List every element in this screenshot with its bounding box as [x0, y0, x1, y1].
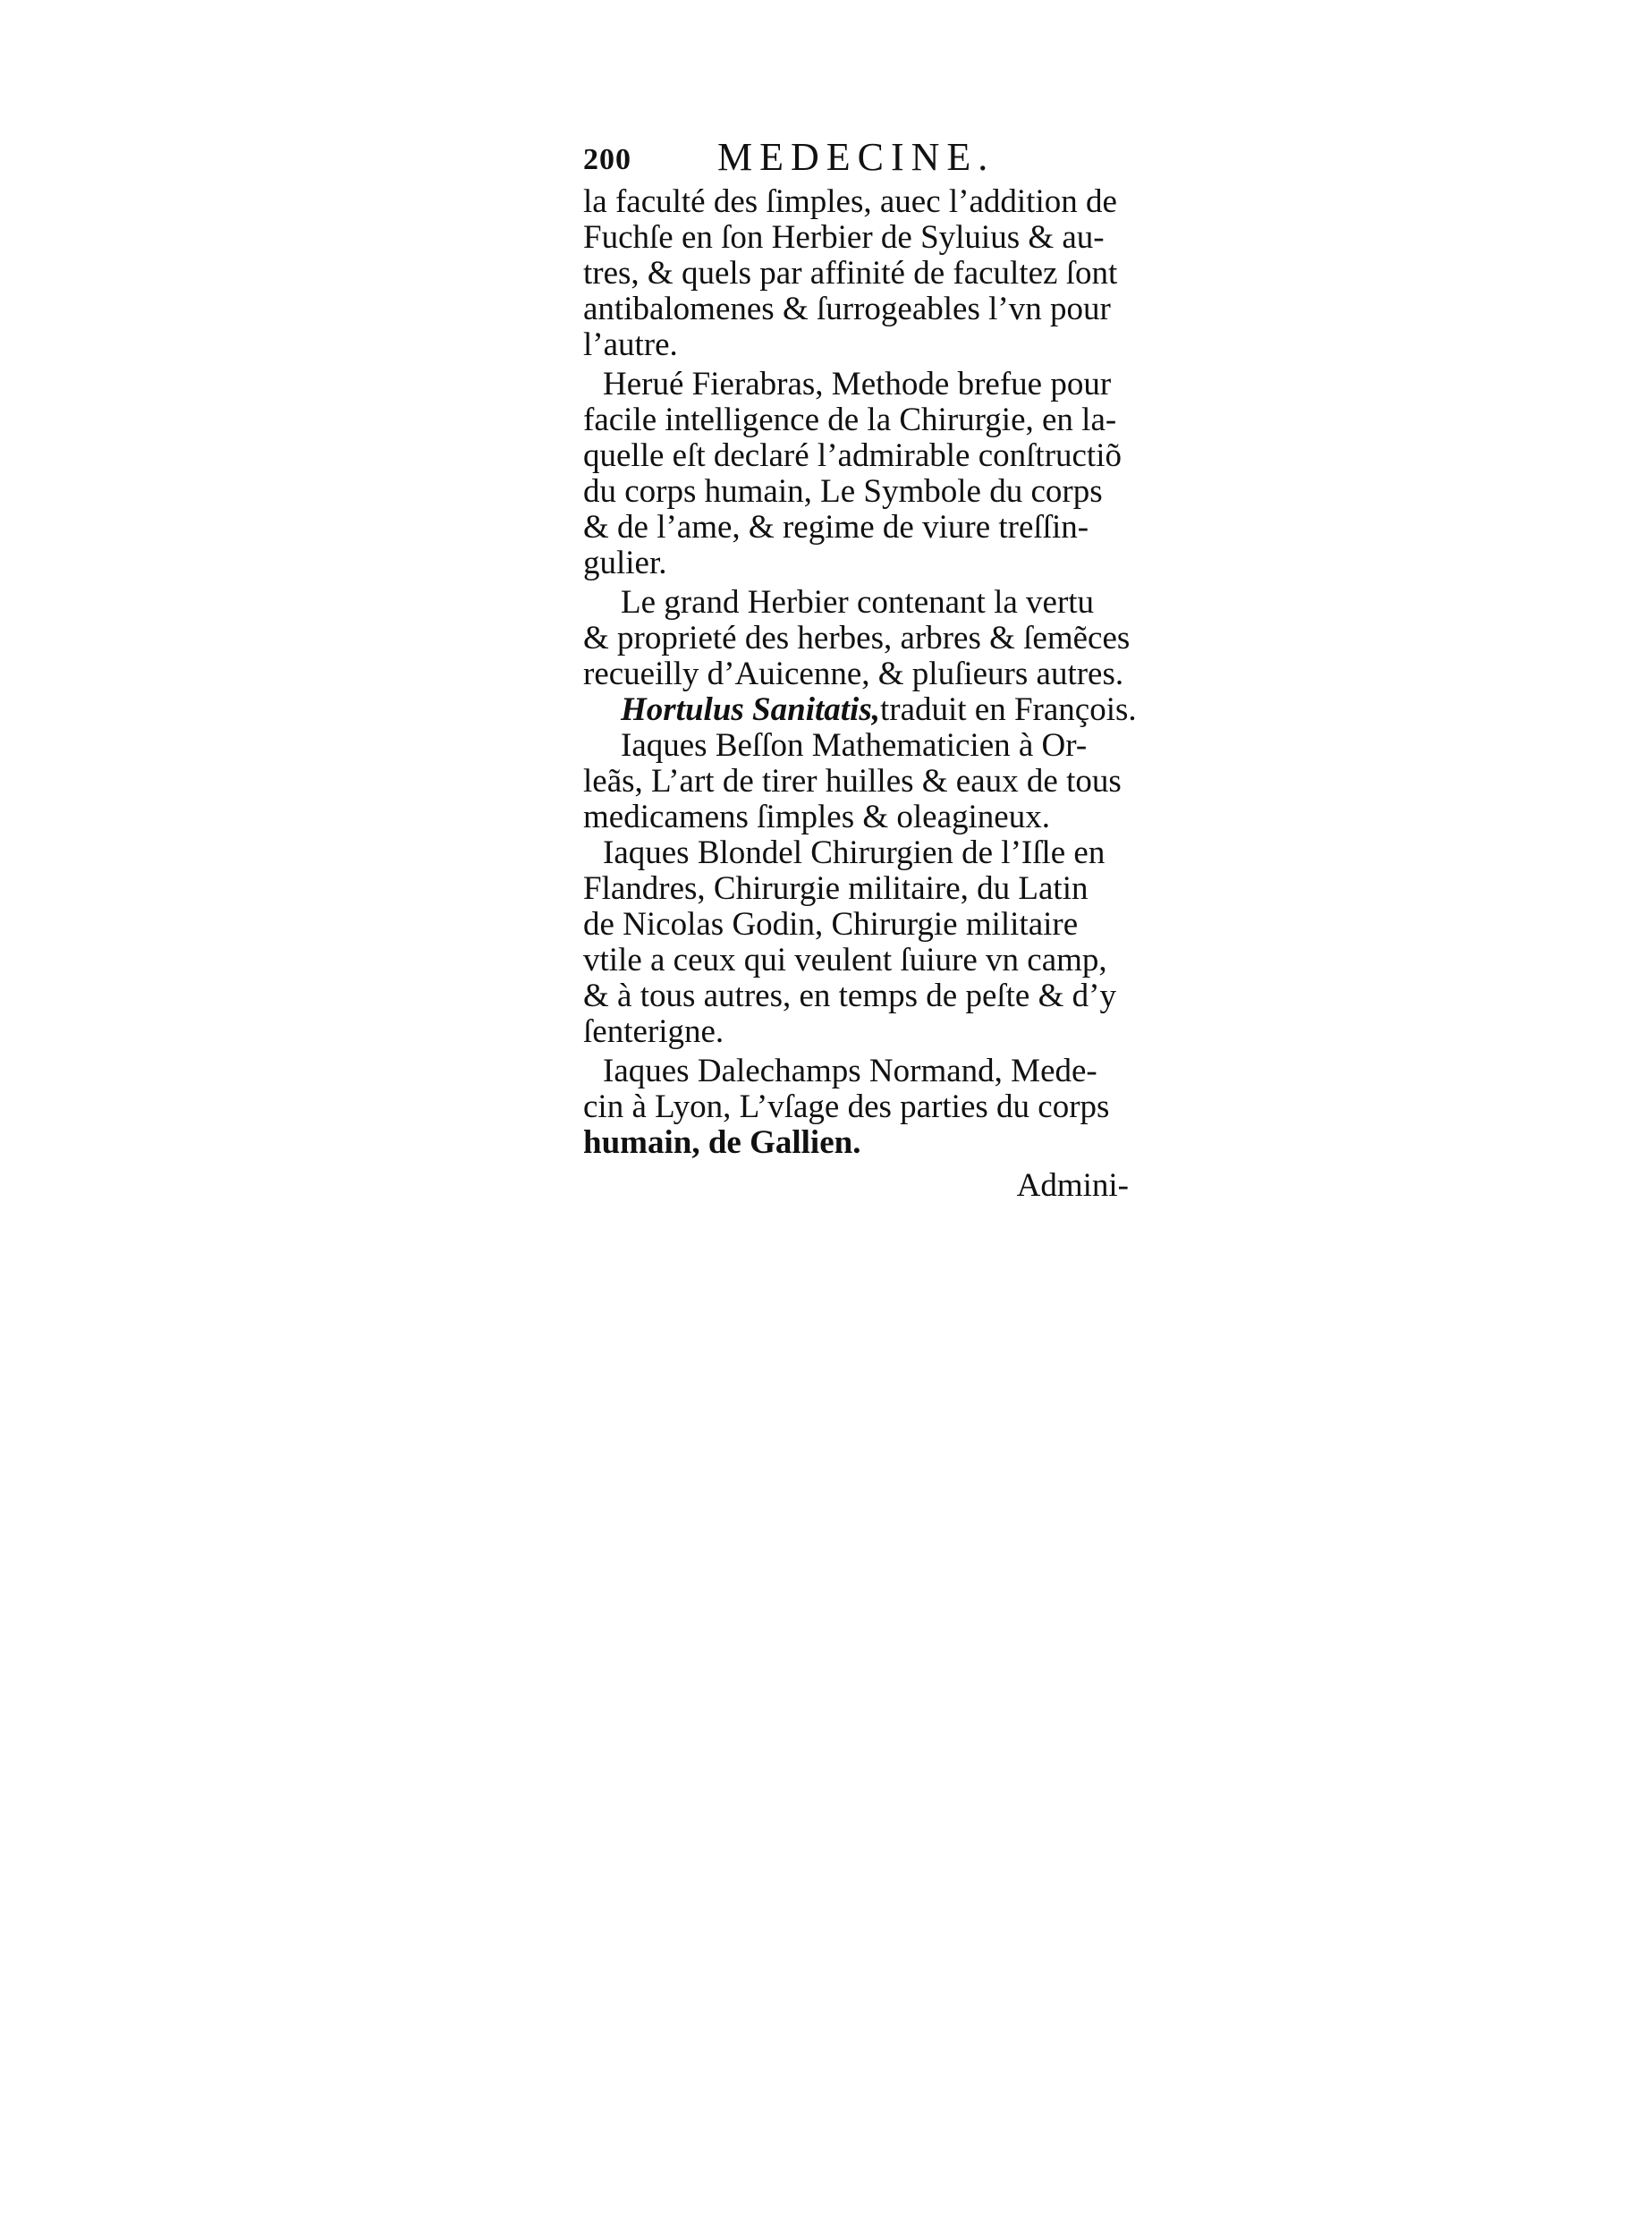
text-line: leãs, L’art de tirer huilles & eaux de tous: [583, 763, 1122, 800]
text-line: ſenterigne.: [583, 1013, 724, 1050]
text-line: & à tous autres, en temps de peſte & d’y: [583, 978, 1116, 1014]
catchword: Admini-: [1016, 1167, 1129, 1204]
text-line: l’autre.: [583, 326, 678, 363]
entry-start-line: Iaques Beſſon Mathematicien à Or-: [621, 727, 1088, 764]
entry-start-line: Herué Fierabras, Methode brefue pour: [603, 366, 1112, 402]
text-line: quelle eſt declaré l’admirable conſtructiõ: [583, 437, 1122, 474]
text-line: de Nicolas Godin, Chirurgie militaire: [583, 906, 1079, 943]
entry-start-line: Le grand Herbier contenant la vertu: [621, 584, 1095, 621]
text-line: antibalomenes & ſurrogeables l’vn pour: [583, 291, 1111, 327]
text-line: recueilly d’Auicenne, & pluſieurs autres.: [583, 656, 1124, 692]
text-line: humain, de Gallien.: [583, 1124, 861, 1161]
text-line: medicamens ſimples & oleagineux.: [583, 799, 1050, 835]
text-line: Fuchſe en ſon Herbier de Syluius & au-: [583, 219, 1105, 256]
page-number: 200: [583, 143, 631, 176]
text-line: cin à Lyon, L’vſage des parties du corps: [583, 1088, 1110, 1125]
running-head: MEDECINE.: [717, 135, 995, 179]
entry-start-line: Iaques Blondel Chirurgien de l’Iſle en: [603, 834, 1106, 871]
text-line: & proprieté des herbes, arbres & ſemẽces: [583, 620, 1131, 656]
text-line: Flandres, Chirurgie militaire, du Latin: [583, 870, 1089, 907]
text-line: gulier.: [583, 545, 667, 581]
text-line: & de l’ame, & regime de viure treſſin-: [583, 509, 1089, 546]
italic-title: Hortulus Sanitatis,: [621, 691, 880, 728]
entry-start-line: Iaques Dalechamps Normand, Mede-: [603, 1053, 1097, 1089]
text-line: traduit en François.: [879, 691, 1137, 728]
text-line: tres, & quels par affinité de facultez ſont: [583, 255, 1118, 292]
page-header: [583, 134, 1138, 184]
text-line: la faculté des ſimples, auec l’addition de: [583, 183, 1117, 220]
text-column: [583, 134, 1138, 1204]
text-line: facile intelligence de la Chirurgie, en la-: [583, 402, 1117, 438]
text-line: du corps humain, Le Symbole du corps: [583, 473, 1103, 510]
text-line: vtile a ceux qui veulent ſuiure vn camp,: [583, 942, 1107, 978]
entry-start-line: [583, 692, 1138, 728]
